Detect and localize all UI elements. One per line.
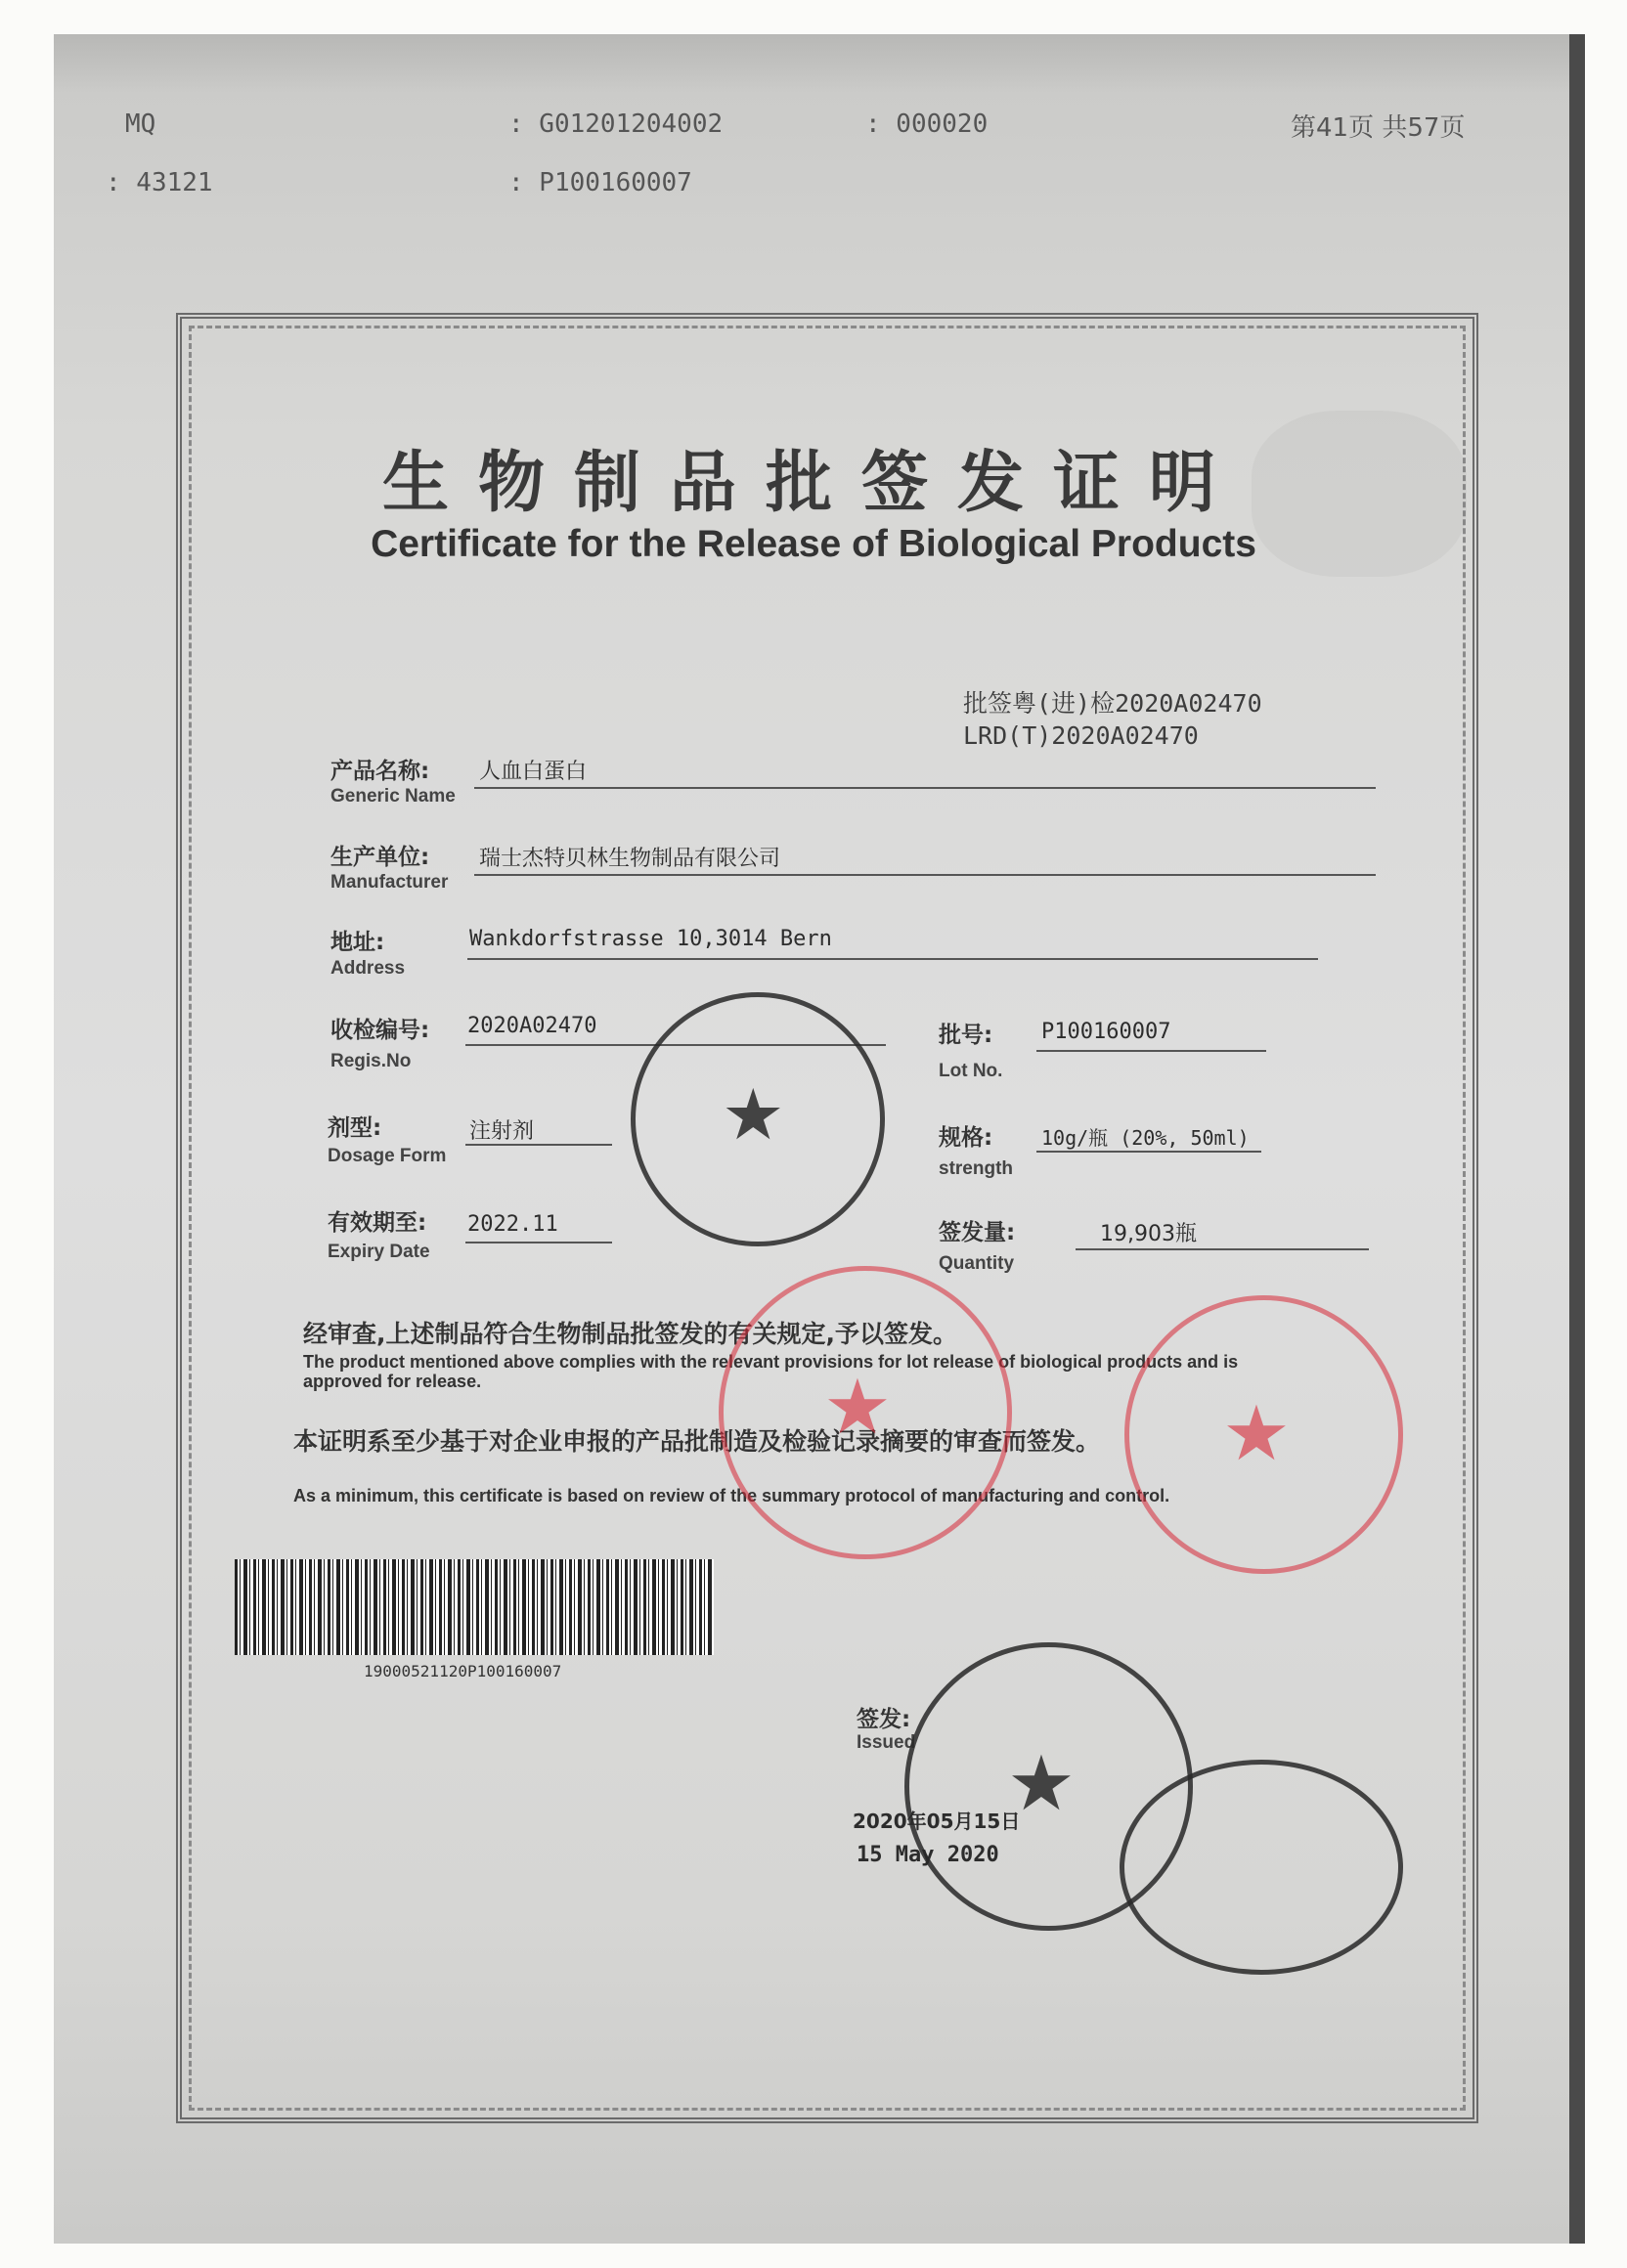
- lot-no-label: 批号:: [939, 1023, 993, 1048]
- expiry-date-label-en: Expiry Date: [328, 1242, 430, 1262]
- regis-no-rule: [465, 1044, 886, 1046]
- regis-no-label-en: Regis.No: [330, 1051, 412, 1071]
- strength-rule: [1036, 1151, 1261, 1153]
- strength-label-en: strength: [939, 1158, 1013, 1179]
- expiry-date-value: 2022.11: [467, 1212, 558, 1237]
- issued-label: 签发:: [857, 1707, 911, 1732]
- seal-star-icon: ★: [1222, 1390, 1291, 1478]
- strength-label: 规格:: [939, 1125, 993, 1151]
- expiry-date-label: 有效期至:: [328, 1210, 427, 1236]
- regis-no-value: 2020A02470: [467, 1014, 597, 1038]
- manufacturer-value: 瑞士杰特贝林生物制品有限公司: [479, 847, 781, 871]
- issue-date-cn: 2020年05月15日: [853, 1810, 1021, 1833]
- seal-star-icon: ★: [722, 1073, 785, 1156]
- expiry-date-rule: [465, 1242, 612, 1243]
- quantity-rule: [1076, 1248, 1369, 1250]
- dosage-form-rule: [465, 1144, 612, 1146]
- generic-name-value: 人血白蛋白: [479, 760, 588, 784]
- faded-watermark: [1252, 411, 1467, 577]
- generic-name-label-en: Generic Name: [330, 786, 456, 807]
- dosage-form-value: 注射剂: [469, 1119, 535, 1144]
- header-code-mq: MQ: [125, 109, 156, 139]
- quantity-value: 19,903瓶: [1100, 1222, 1197, 1246]
- review-statement-en: The product mentioned above complies with the relevant provisions for lot release of biological products and is approved for release.: [303, 1352, 1239, 1391]
- header-code-43121: : 43121: [106, 168, 213, 197]
- review-statement-cn: 经审查,上述制品符合生物制品批签发的有关规定,予以签发。: [303, 1320, 957, 1348]
- manufacturer-rule: [474, 874, 1376, 876]
- header-code-g: : G01201204002: [508, 109, 724, 139]
- quantity-label: 签发量:: [939, 1220, 1016, 1245]
- basis-statement-en: As a minimum, this certificate is based on review of the summary protocol of manufacturing and control.: [293, 1486, 1170, 1505]
- manufacturer-label-en: Manufacturer: [330, 872, 449, 893]
- barcode: [235, 1559, 714, 1655]
- certificate-number-cn: 批签粤(进)检2020A02470: [963, 689, 1262, 718]
- certificate-title-cn: 生物制品批签发证明: [381, 445, 1245, 522]
- page-info: 第41页 共57页: [1291, 113, 1466, 143]
- manufacturer-label: 生产单位:: [330, 845, 430, 870]
- header-code-p: : P100160007: [508, 168, 692, 197]
- certificate-number-en: LRD(T)2020A02470: [963, 721, 1199, 750]
- address-label-en: Address: [330, 958, 406, 979]
- address-rule: [467, 958, 1318, 960]
- regis-no-label: 收检编号:: [330, 1018, 430, 1043]
- address-value: Wankdorfstrasse 10,3014 Bern: [469, 927, 832, 951]
- seal-star-icon: ★: [823, 1364, 892, 1452]
- issue-date-en: 15 May 2020: [857, 1843, 999, 1867]
- seal-star-icon: ★: [1007, 1740, 1076, 1828]
- lot-no-label-en: Lot No.: [939, 1061, 1003, 1081]
- dosage-form-label-en: Dosage Form: [328, 1146, 447, 1166]
- strength-value: 10g/瓶 (20%, 50ml): [1041, 1126, 1250, 1150]
- lot-no-rule: [1036, 1050, 1266, 1052]
- generic-name-rule: [474, 787, 1376, 789]
- barcode-number: 19000521120P100160007: [364, 1662, 562, 1680]
- address-label: 地址:: [330, 930, 385, 955]
- certificate-title-en: Certificate for the Release of Biological Products: [371, 523, 1256, 565]
- lot-no-value: P100160007: [1041, 1020, 1171, 1044]
- basis-statement-cn: 本证明系至少基于对企业申报的产品批制造及检验记录摘要的审查而签发。: [293, 1427, 1101, 1456]
- header-code-000020: : 000020: [865, 109, 989, 139]
- dosage-form-label: 剂型:: [328, 1115, 382, 1141]
- issued-label-en: Issued: [857, 1732, 916, 1753]
- quantity-label-en: Quantity: [939, 1253, 1015, 1274]
- generic-name-label: 产品名称:: [330, 759, 430, 784]
